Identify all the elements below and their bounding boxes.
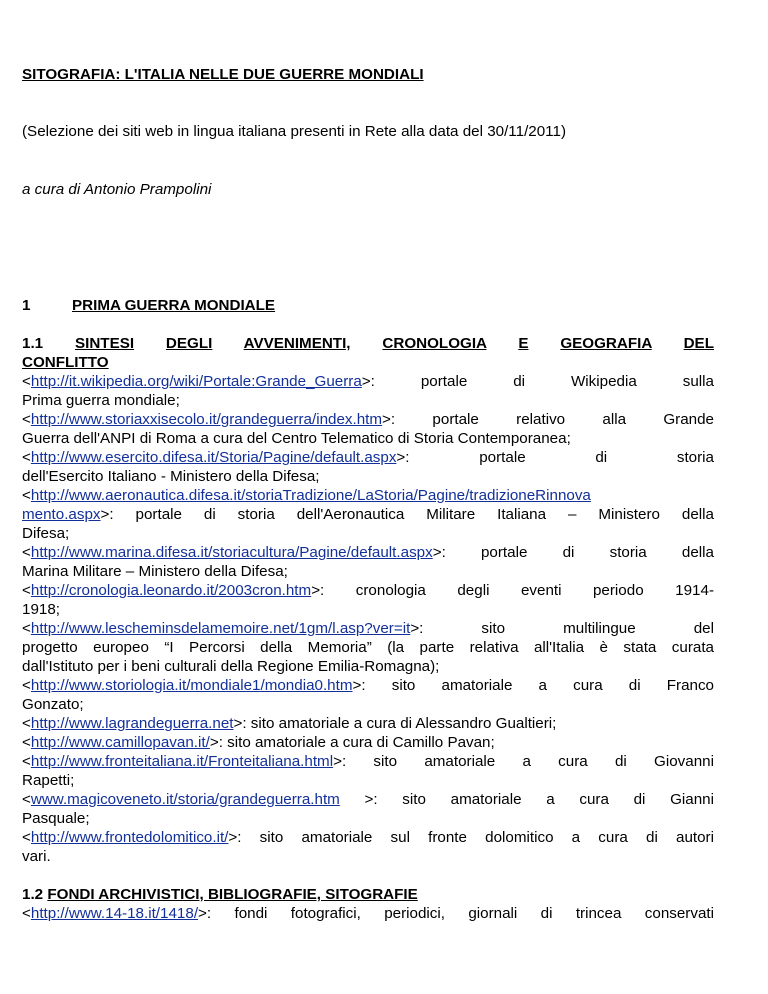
entry-line [22, 619, 714, 638]
entry-link[interactable]: http://www.fronteitaliana.it/Fronteitaliana.html [30, 753, 334, 770]
angle-bracket: < [22, 715, 31, 732]
angle-bracket: < [22, 487, 31, 504]
angle-bracket: < [22, 373, 31, 390]
angle-bracket: < [22, 449, 31, 466]
subsection-1-1-word: GEOGRAFIA [560, 335, 652, 352]
entry-description-line: progetto europeo “I Percorsi della Memoria” (la parte relativa all'Italia è stata curata [22, 639, 714, 656]
entry-description: >: portale di Wikipedia sulla [361, 373, 714, 390]
section-1-heading [22, 296, 714, 315]
subsection-1-1-number: 1.1 [22, 335, 44, 352]
entry-line [22, 486, 714, 505]
entry-line [22, 448, 714, 467]
entry-line [22, 543, 714, 562]
subsection-1-1-word: SINTESI [74, 335, 135, 352]
section-1-title: PRIMA GUERRA MONDIALE [72, 297, 276, 314]
entry-line [22, 676, 714, 695]
angle-bracket: < [22, 791, 31, 808]
entry-line [22, 733, 714, 752]
entry-description: >: cronologia degli eventi periodo 1914- [311, 582, 714, 599]
entry-description: >: portale di storia [396, 449, 714, 466]
entry-description: >: portale relativo alla Grande [382, 411, 714, 428]
entry-link[interactable]: http://www.marina.difesa.it/storiacultura/Pagine/default.aspx [30, 544, 433, 561]
entry-link[interactable]: http://www.storiologia.it/mondiale1/mondia0.htm [30, 677, 353, 694]
entry-link[interactable]: www.magicoveneto.it/storia/grandeguerra.htm [30, 791, 340, 808]
entry-link-continued[interactable]: mento.aspx [22, 506, 101, 523]
entry-description-line: dall'Istituto per i beni culturali della Regione Emilia-Romagna); [22, 658, 440, 675]
entry-link[interactable]: http://www.aeronautica.difesa.it/storiaTradizione/LaStoria/Pagine/tradizioneRinnova [30, 487, 591, 504]
entry-line [22, 505, 714, 524]
entry-description-line: Guerra dell'ANPI di Roma a cura del Centro Telematico di Storia Contemporanea; [22, 430, 571, 447]
angle-bracket: < [22, 829, 31, 846]
entry-description: >: sito amatoriale a cura di Camillo Pavan; [209, 734, 495, 751]
entry-line [22, 581, 714, 600]
subsection-1-2-title: FONDI ARCHIVISTICI, BIBLIOGRAFIE, SITOGRAFIE [47, 886, 418, 903]
entry-link[interactable]: http://cronologia.leonardo.it/2003cron.htm [30, 582, 312, 599]
subsection-1-1-word: DEGLI [165, 335, 213, 352]
entry-description: >: sito amatoriale a cura di Franco [352, 677, 714, 694]
subsection-1-1-word: DEL [683, 335, 714, 352]
angle-bracket: < [22, 582, 31, 599]
angle-bracket: < [22, 734, 31, 751]
document-title: SITOGRAFIA: L'ITALIA NELLE DUE GUERRE MONDIALI [22, 66, 424, 83]
angle-bracket: < [22, 905, 31, 922]
subsection-1-2-heading [22, 885, 714, 904]
document-subtitle: (Selezione dei siti web in lingua italiana presenti in Rete alla data del 30/11/2011) [22, 123, 567, 140]
angle-bracket: < [22, 677, 31, 694]
subsection-1-1-word: CRONOLOGIA [382, 335, 487, 352]
section-1-number: 1 [22, 297, 31, 314]
angle-bracket: < [22, 753, 31, 770]
subsection-1-1-heading-line1 [22, 334, 714, 353]
angle-bracket: < [22, 620, 31, 637]
subsection-1-1-heading-line2: CONFLITTO [22, 354, 109, 371]
entry-description-line: Rapetti; [22, 772, 75, 789]
entry-line [22, 828, 714, 847]
document-author: a cura di Antonio Prampolini [22, 181, 212, 198]
entry-line [22, 714, 714, 733]
entry-line [22, 904, 714, 923]
entry-link[interactable]: http://www.storiaxxisecolo.it/grandeguerra/index.htm [30, 411, 383, 428]
entry-description: >: sito amatoriale sul fronte dolomitico a cura di autori [228, 829, 714, 846]
entry-description-line: vari. [22, 848, 51, 865]
subsection-1-2-number: 1.2 [22, 886, 44, 903]
entry-description-line: Gonzato; [22, 696, 84, 713]
entry-description: >: portale di storia dell'Aeronautica Militare Italiana – Ministero della [100, 506, 714, 523]
entry-link[interactable]: http://www.lagrandeguerra.net [30, 715, 234, 732]
entry-description: >: sito amatoriale a cura di Giovanni [333, 753, 714, 770]
entry-description: >: sito amatoriale a cura di Alessandro Gualtieri; [233, 715, 557, 732]
entry-link[interactable]: http://www.camillopavan.it/ [30, 734, 210, 751]
entry-description: >: sito multilingue del [410, 620, 714, 637]
entry-line [22, 410, 714, 429]
entry-link[interactable]: http://it.wikipedia.org/wiki/Portale:Grande_Guerra [30, 373, 362, 390]
entry-description-line: Pasquale; [22, 810, 90, 827]
entry-description-line: Difesa; [22, 525, 70, 542]
entry-line [22, 790, 714, 809]
subsection-1-1-word: E [518, 335, 529, 352]
angle-bracket: < [22, 411, 31, 428]
entry-line [22, 752, 714, 771]
entry-description: >: portale di storia della [432, 544, 714, 561]
subsection-1-1-word: AVVENIMENTI, [243, 335, 351, 352]
entry-link[interactable]: http://www.14-18.it/1418/ [30, 905, 199, 922]
entry-description: >: sito amatoriale a cura di Gianni [339, 791, 714, 808]
entry-link[interactable]: http://www.frontedolomitico.it/ [30, 829, 229, 846]
entry-line [22, 372, 714, 391]
entry-description-line: dell'Esercito Italiano - Ministero della Difesa; [22, 468, 320, 485]
angle-bracket: < [22, 544, 31, 561]
entry-description-line: Prima guerra mondiale; [22, 392, 180, 409]
entry-description-line: Marina Militare – Ministero della Difesa; [22, 563, 288, 580]
entry-description: >: fondi fotografici, periodici, giornali di trincea conservati [198, 905, 714, 922]
entry-link[interactable]: http://www.esercito.difesa.it/Storia/Pagine/default.aspx [30, 449, 397, 466]
entry-description-line: 1918; [22, 601, 61, 618]
entry-link[interactable]: http://www.lescheminsdelamemoire.net/1gm/l.asp?ver=it [30, 620, 411, 637]
